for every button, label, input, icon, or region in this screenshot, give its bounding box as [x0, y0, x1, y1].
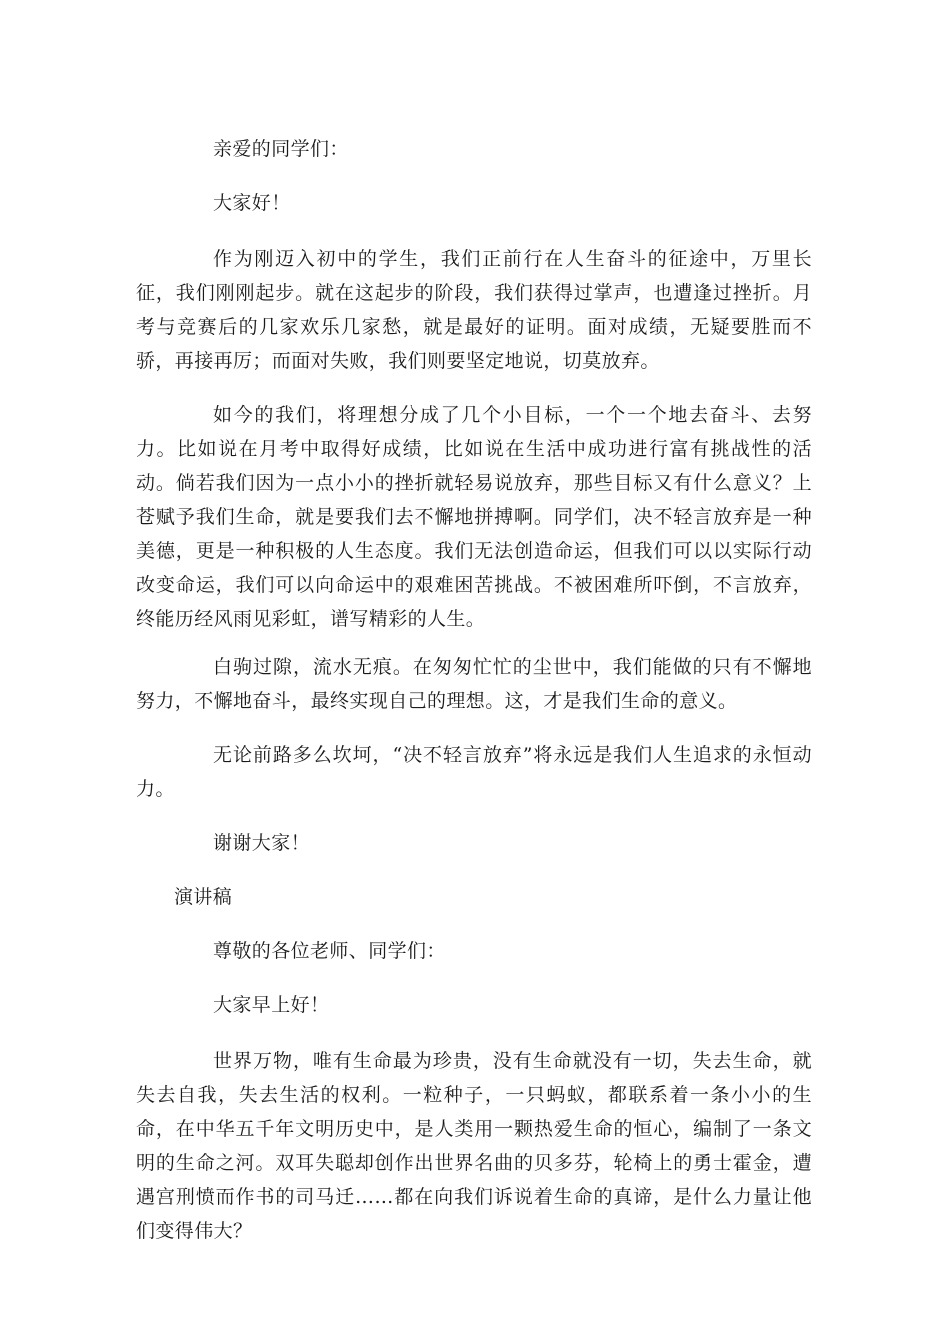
paragraph-5: 世界万物，唯有生命最为珍贵，没有生命就没有一切，失去生命，就失去自我，失去生活的权利。一粒种子，一只蚂蚁，都联系着一条小小的生命，在中华五千年文明历史中，是人类用一颗热爱生命的恒心，编制了一条文明的生命之河。双耳失聪却创作出世界名曲的贝多芬，轮椅上的勇士霍金，遭遇宫刑愤而作书的司马迁……都在向我们诉说着生命的真谛，是什么力量让他们变得伟大？ [136, 1050, 812, 1242]
greeting: 大家好！ [213, 192, 291, 214]
closing: 谢谢大家！ [213, 832, 311, 854]
section-title: 演讲稿 [174, 886, 233, 908]
salutation-2: 尊敬的各位老师、同学们： [213, 940, 446, 962]
greeting-2: 大家早上好！ [213, 994, 330, 1016]
paragraph-3: 白驹过隙，流水无痕。在匆匆忙忙的尘世中，我们能做的只有不懈地努力，不懈地奋斗，最终实现自己的理想。这，才是我们生命的意义。 [136, 656, 812, 712]
salutation: 亲爱的同学们： [213, 138, 349, 160]
paragraph-4: 无论前路多么坎坷，“决不轻言放弃”将永远是我们人生追求的永恒动力。 [136, 744, 812, 800]
paragraph-1: 作为刚迈入初中的学生，我们正前行在人生奋斗的征途中，万里长征，我们刚刚起步。就在这起步的阶段，我们获得过掌声，也遭逢过挫折。月考与竞赛后的几家欢乐几家愁，就是最好的证明。面对成绩，无疑要胜而不骄，再接再厉；而面对失败，我们则要坚定地说，切莫放弃。 [136, 248, 812, 372]
paragraph-2: 如今的我们，将理想分成了几个小目标，一个一个地去奋斗、去努力。比如说在月考中取得好成绩，比如说在生活中成功进行富有挑战性的活动。倘若我们因为一点小小的挫折就轻易说放弃，那些目标又有什么意义？上苍赋予我们生命，就是要我们去不懈地拼搏啊。同学们，决不轻言放弃是一种美德，更是一种积极的人生态度。我们无法创造命运，但我们可以以实际行动改变命运，我们可以向命运中的艰难困苦挑战。不被困难所吓倒，不言放弃，终能历经风雨见彩虹，谱写精彩的人生。 [136, 404, 812, 630]
